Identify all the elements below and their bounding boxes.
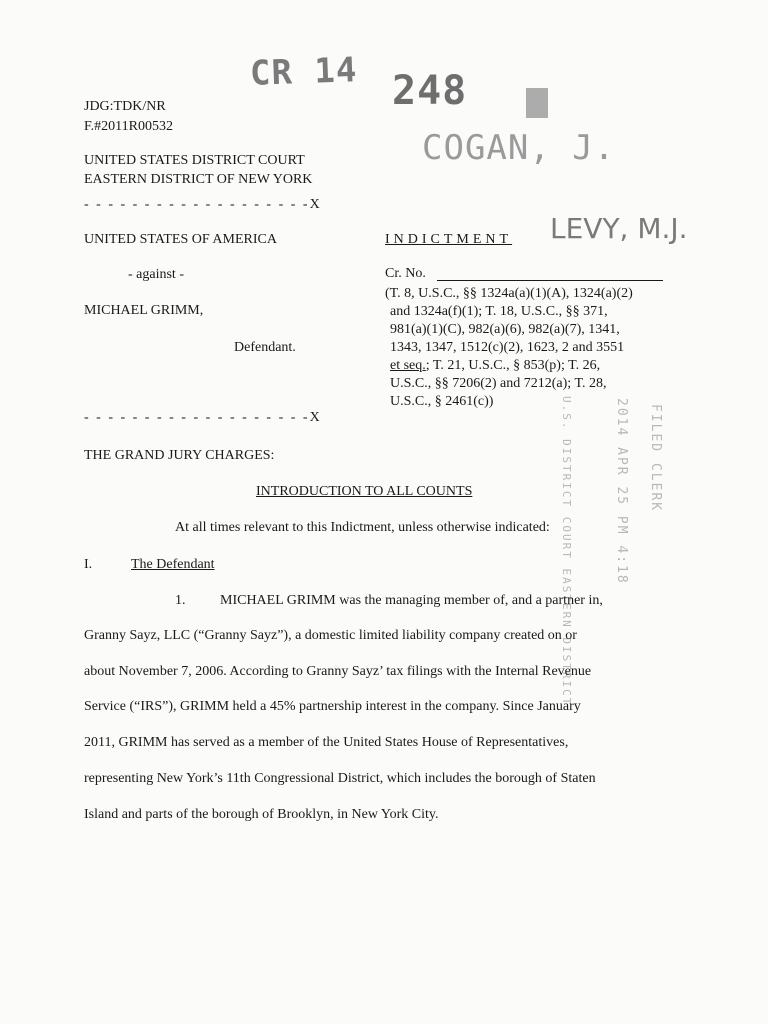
criminal-number-label: Cr. No. [385, 266, 426, 281]
paragraph-number: 1. [175, 593, 186, 608]
section-number: I. [84, 557, 93, 572]
file-initials: JDG:TDK/NR [84, 99, 166, 114]
paragraph-line-4: Service (“IRS”), GRIMM held a 45% partnership interest in the company. Since January [84, 699, 581, 714]
case-number-stamp-prefix: CR 14 [249, 50, 359, 94]
paragraph-line-6: representing New York’s 11th Congressional District, which includes the borough of Staten [84, 771, 596, 786]
document-page: CR 14 248 COGAN, J. LEVY, M.J. JDG:TDK/NR F.#2011R00532 UNITED STATES DISTRICT COURT EASTERN DISTRICT OF NEW YORK - - - - - - - - - - - - - - - - - - -X UNITED STATES OF AMERICA - against - MICHAEL GRIMM, Defendant. INDICTMENT Cr. No. (T. 8, U.S.C., §§ 1324a(a)(1)(A), 1324(a)(2) and 1324a(f)(1); T. 18, U.S.C., §§ 371, 981(a)(1)(C), 982(a)(6), 982(a)(7), 1341, 1343, 1347, 1512(c)(2), 1623, 2 and 3551 et seq.; T. 21, U.S.C., § 853(p); T. 26, U.S.C., §§ 7206(2) and 7212(a); T. 28, U.S.C., § 2461(c)) - - - - - - - - - - - - - - - - - - -X FILED CLERK 2014 APR 25 PM 4:18 U.S. DISTRICT COURT EASTERN DISTRICT THE GRAND JURY CHARGES: INTRODUCTION TO ALL COUNTS At all times relevant to this Indictment, unless otherwise indicated: I. The Defendant 1. MICHAEL GRIMM was the managing member of, and a partner in, Granny Sayz, LLC (“Granny Sayz”), a domestic limited liability company created on or about November 7, 2006. According to Granny Sayz’ tax filings with the Internal Revenue Service (“IRS”), GRIMM held a 45% partnership interest in the company. Since January 2011, GRIMM has served as a member of the United States House of Representatives, representing New York’s 11th Congressional District, which includes the borough of Staten Island and parts of the borough of Brooklyn, in New York City. [0, 0, 768, 1024]
court-name: UNITED STATES DISTRICT COURT [84, 153, 305, 168]
caption-divider-bottom: - - - - - - - - - - - - - - - - - - -X [84, 410, 322, 425]
case-number-stamp-number: 248 [392, 68, 468, 114]
section-heading: INTRODUCTION TO ALL COUNTS [256, 484, 473, 499]
file-number: F.#2011R00532 [84, 119, 173, 134]
paragraph-line-1: MICHAEL GRIMM was the managing member of, and a partner in, [220, 593, 603, 608]
paragraph-line-5: 2011, GRIMM has served as a member of the United States House of Representatives, [84, 735, 569, 750]
plaintiff: UNITED STATES OF AMERICA [84, 232, 277, 247]
intro-sentence: At all times relevant to this Indictment, unless otherwise indicated: [175, 520, 550, 535]
defendant-name: MICHAEL GRIMM, [84, 303, 204, 318]
criminal-number-blank [437, 280, 663, 281]
stamp-mark [526, 88, 548, 118]
court-district: EASTERN DISTRICT OF NEW YORK [84, 172, 313, 187]
filed-date-stamp: 2014 APR 25 PM 4:18 [614, 398, 629, 585]
defendant-label: Defendant. [234, 340, 296, 355]
filed-clerk-stamp: FILED CLERK [648, 404, 663, 513]
caption-divider-top: - - - - - - - - - - - - - - - - - - -X [84, 197, 322, 212]
section-title: The Defendant [131, 557, 215, 572]
judge-stamp: COGAN, J. [422, 128, 616, 168]
indictment-title: INDICTMENT [385, 232, 513, 247]
paragraph-line-7: Island and parts of the borough of Brooklyn, in New York City. [84, 807, 439, 822]
paragraph-line-3: about November 7, 2006. According to Granny Sayz’ tax filings with the Internal Revenue [84, 664, 592, 679]
paragraph-line-2: Granny Sayz, LLC (“Granny Sayz”), a domestic limited liability company created on or [84, 628, 577, 643]
district-court-stamp: U.S. DISTRICT COURT EASTERN DISTRICT [560, 396, 573, 707]
against-label: - against - [128, 267, 184, 282]
magistrate-stamp: LEVY, M.J. [550, 212, 688, 245]
grand-jury-charges: THE GRAND JURY CHARGES: [84, 448, 275, 463]
